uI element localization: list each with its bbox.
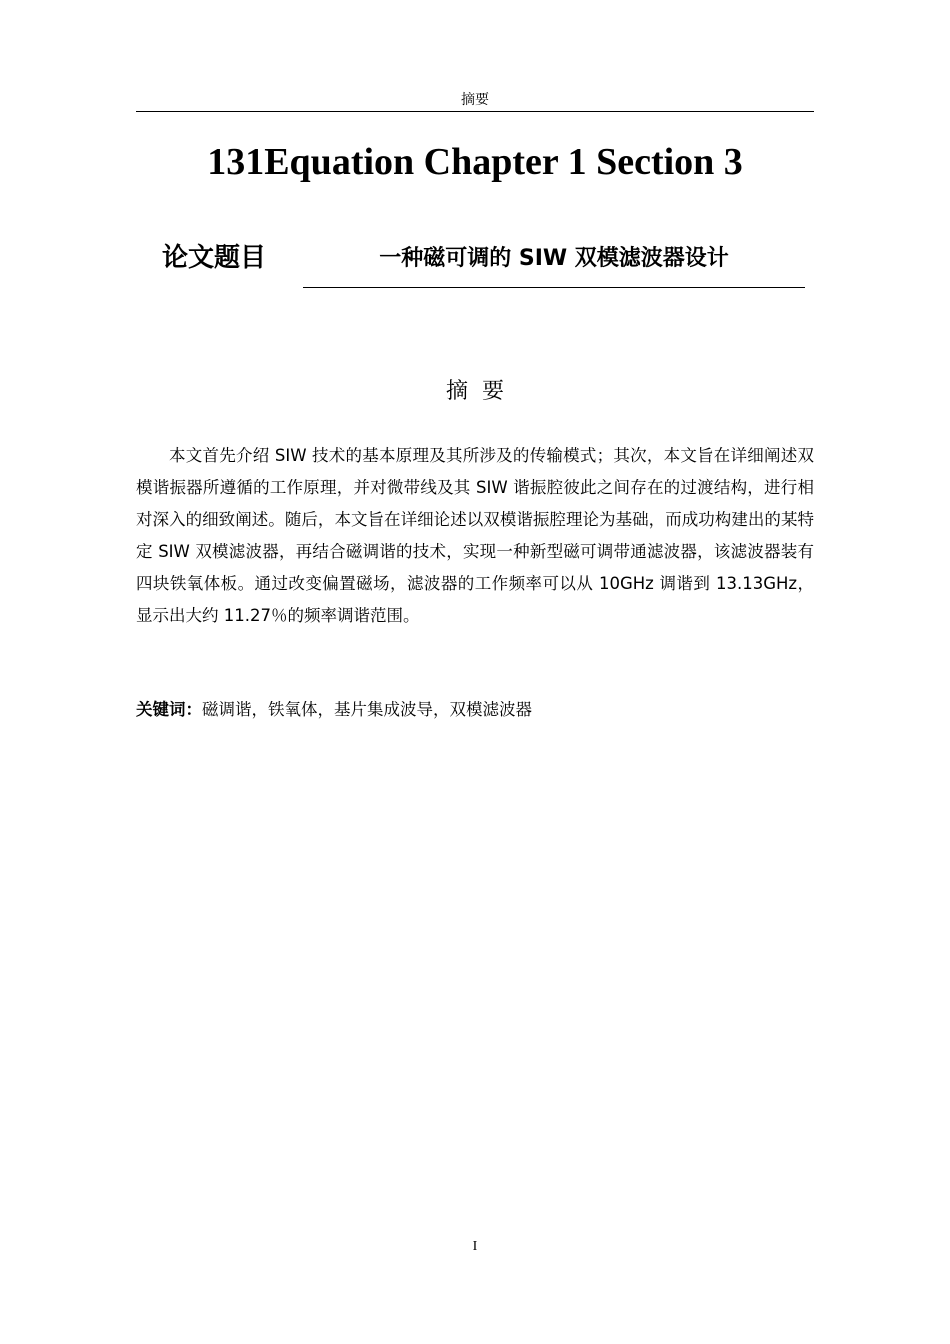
keywords-line <box>136 696 814 724</box>
chapter-field-title: 131Equation Chapter 1 Section 3 <box>207 141 743 183</box>
running-header: 摘要 <box>461 92 489 108</box>
page-number: I <box>472 1239 478 1254</box>
header-divider <box>136 111 814 112</box>
thesis-title-underline <box>303 287 805 288</box>
thesis-title-label: 论文题目 <box>162 243 267 273</box>
abstract-heading: 摘 要 <box>446 379 504 404</box>
abstract-body: 本文首先介绍 SIW 技术的基本原理及其所涉及的传输模式；其次，本文旨在详细阐述双模谐振器所遵循的工作原理，并对微带线及其 SIW 谐振腔彼此之间存在的过渡结构，进行相对深入的细致阐述。随后，本文旨在详细论述以双模谐振腔理论为基础，而成功构建出的某特定 SIW 双模滤波器，再结合磁调谐的技术，实现一种新型磁可调带通滤波器，该滤波器装有四块铁氧体板。通过改变偏置磁场，滤波器的工作频率可以从 10GHz 调谐到 13.13GHz，显示出大约 11.27％的频率调谐范围。 <box>136 446 814 625</box>
thesis-title: 一种磁可调的 SIW 双模滤波器设计 <box>379 246 729 271</box>
keywords-values: 磁调谐，铁氧体，基片集成波导，双模滤波器 <box>202 700 532 719</box>
keywords-label: 关键词： <box>136 700 202 719</box>
